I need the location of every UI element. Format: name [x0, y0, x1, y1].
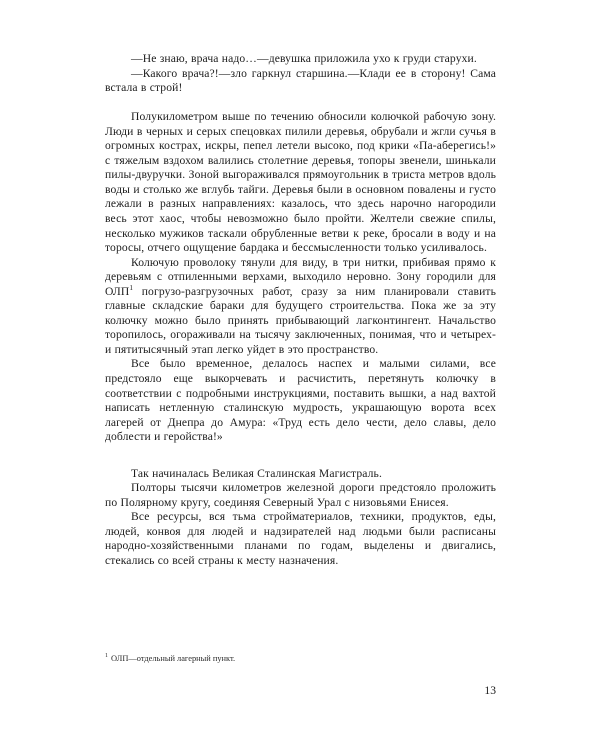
- paragraph-work-zone: Полукилометром выше по течению обносили колючкой рабочую зону. Люди в черных и серых спецовках пилили деревья, обрубали и жгли сучья в огромных кострах, искры, пепел летели высоко, под крики «Па-аберегись!» с тяжелым вздохом валились столетние деревья, топоры звенели, шинькали пилы-двуручки. Зоной выгораживался прямоугольник в триста метров вдоль воды и столько же вглубь тайги. Деревья были в основном повалены и густо лежали в разных направлениях: казалось, что здесь нарочно нагородили весь этот хаос, чтобы невозможно было пройти. Желтели свежие спилы, несколько мужиков таскали обрубленные ветви к реке, бросали в воду и на торосы, отчего ощущение бардака и бессмысленности только усиливалось.: [105, 110, 496, 255]
- paragraph-barbed-wire: [105, 256, 496, 358]
- paragraph-railway-length: Полторы тысячи километров железной дороги предстояло проложить по Полярному кругу, соединяя Северный Урал с низовьями Енисея.: [105, 481, 496, 509]
- paragraph-barbed-wire-part1: Колючую проволоку тянули для виду, в три нитки, прибивая прямо к деревьям с отпиленными верхами, выходило неровно. Зону городили для ОЛП: [105, 255, 496, 298]
- paragraph-temporary: Все было временное, делалось наспех и малыми силами, все предстояло еще выкорчевать и расчистить, перетянуть колючку в соответствии с подробными инструкциями, поставить вышки, а над вахтой написать нетленную сталинскую мудрость, украшающую ворота всех лагерей от Днепра до Амура: «Труд есть дело чести, дело славы, дело доблести и геройства!»: [105, 357, 496, 444]
- paragraph-magistral: Так начиналась Великая Сталинская Магистраль.: [131, 466, 382, 480]
- footnote-reference-icon[interactable]: 1: [129, 283, 134, 292]
- page-number: 13: [484, 684, 496, 697]
- dialogue-line-2: —Какого врача?!—зло гаркнул старшина.—Клади ее в сторону! Сама встала в строй!: [105, 66, 496, 95]
- paragraph-spacer: [105, 96, 496, 111]
- page-text-body: [105, 52, 496, 569]
- section-break-spacer: [105, 445, 496, 467]
- dialogue-line-1: —Не знаю, врача надо…—девушка приложила ухо к груди старухи.: [131, 52, 477, 65]
- footnote: [105, 653, 496, 664]
- footnote-marker: 1: [105, 653, 109, 660]
- footnote-text: ОЛП—отдельный лагерный пункт.: [111, 654, 236, 663]
- paragraph-resources: Все ресурсы, вся тьма стройматериалов, техники, продуктов, еды, людей, конвоя для людей и надзирателей над людьми были расписаны народно-хозяйственными планами по годам, выделены и двигались, стекались со всей страны к месту назначения.: [105, 510, 496, 567]
- paragraph-barbed-wire-part2: погрузо-разгрузочных работ, сразу за ним планировали ставить главные складские бараки для будущего строительства. Пока же за эту колючку можно было принять прибывающий лагконтингент. Начальство торопилось, огораживали на тысячу заключенных, понимая, что и четырех- и пятитысячный этап легко уйдет в это пространство.: [105, 284, 496, 356]
